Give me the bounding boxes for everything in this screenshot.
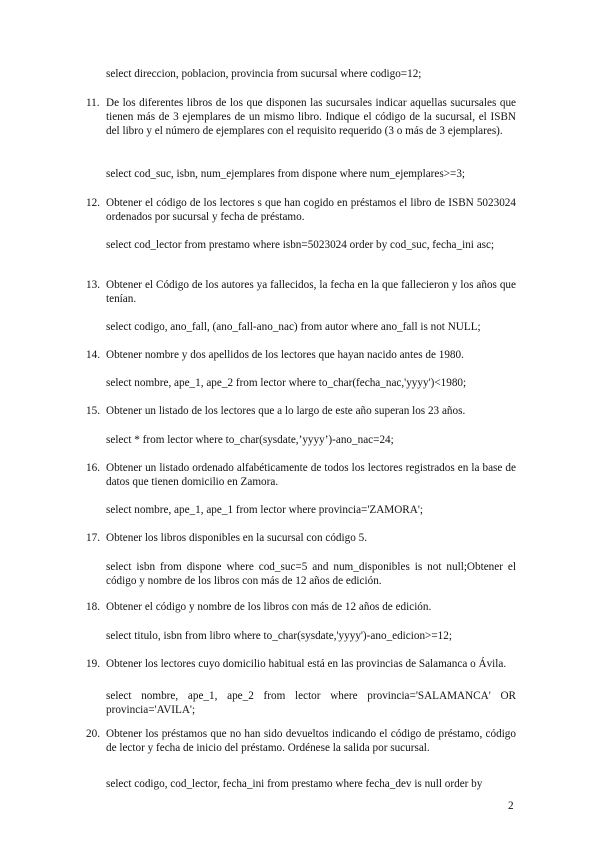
item-number: 17. [86,532,100,544]
item-number: 12. [86,197,100,209]
item-number: 19. [86,658,100,670]
item-answer: select cod_lector from prestamo where isbn=5023024 order by cod_suc, fecha_ini asc; [106,239,495,251]
item-question: Obtener un listado ordenado alfabéticamente de todos los lectores registrados en la base de datos que tienen domicilio en Zamora. [106,462,516,489]
item-number: 13. [86,279,100,291]
item-number: 18. [86,601,100,613]
item-question: Obtener nombre y dos apellidos de los lectores que hayan nacido antes de 1980. [106,349,464,361]
item-question: Obtener el código de los lectores s que han cogido en préstamos el libro de ISBN 5023024 ordenados por sucursal y fecha de préstamo. [106,197,516,224]
item-answer: select * from lector where to_char(sysdate,’yyyy’)-ano_nac=24; [106,434,394,446]
item-number: 15. [86,405,100,417]
item-question: Obtener el Código de los autores ya fallecidos, la fecha en la que fallecieron y los años que tenían. [106,279,516,306]
item-answer: select titulo, isbn from libro where to_char(sysdate,'yyyy')-ano_edicion>=12; [106,630,452,642]
item-number: 14. [86,349,100,361]
item-answer: select codigo, cod_lector, fecha_ini from prestamo where fecha_dev is null order by [106,778,483,790]
item-question: Obtener el código y nombre de los libros con más de 12 años de edición. [106,601,432,613]
item-answer: select cod_suc, isbn, num_ejemplares from dispone where num_ejemplares>=3; [106,168,466,180]
item-question: Obtener los lectores cuyo domicilio habitual está en las provincias de Salamanca o Ávila. [106,658,507,670]
page-number: 2 [508,800,514,812]
item-answer: select nombre, ape_1, ape_1 from lector where provincia='ZAMORA'; [106,504,423,516]
item-answer: select nombre, ape_1, ape_2 from lector where to_char(fecha_nac,'yyyy')<1980; [106,377,467,389]
intro-sql: select direccion, poblacion, provincia from sucursal where codigo=12; [106,68,422,80]
item-question: Obtener un listado de los lectores que a lo largo de este año superan los 23 años. [106,405,466,417]
item-number: 20. [86,728,100,740]
item-question: Obtener los préstamos que no han sido devueltos indicando el código de préstamo, código de lector y fecha de inicio del préstamo. Ordénese la salida por sucursal. [106,728,516,755]
item-answer: select nombre, ape_1, ape_2 from lector where provincia='SALAMANCA' OR provincia='AVILA'; [106,690,516,717]
item-number: 16. [86,462,100,474]
item-answer: select codigo, ano_fall, (ano_fall-ano_nac) from autor where ano_fall is not NULL; [106,321,481,333]
item-question: De los diferentes libros de los que disponen las sucursales indicar aquellas sucursales que tienen más de 3 ejemplares de un mismo libro. Indique el código de la sucursal, el ISBN del libro y el número de ejemplares con el requisito requerido (3 o más de 3 ejemplares). [106,97,516,138]
item-number: 11. [86,97,100,109]
item-answer: select isbn from dispone where cod_suc=5 and num_disponibles is not null;Obtener el código y nombre de los libros con más de 12 años de edición. [106,561,516,588]
item-question: Obtener los libros disponibles en la sucursal con código 5. [106,532,367,544]
